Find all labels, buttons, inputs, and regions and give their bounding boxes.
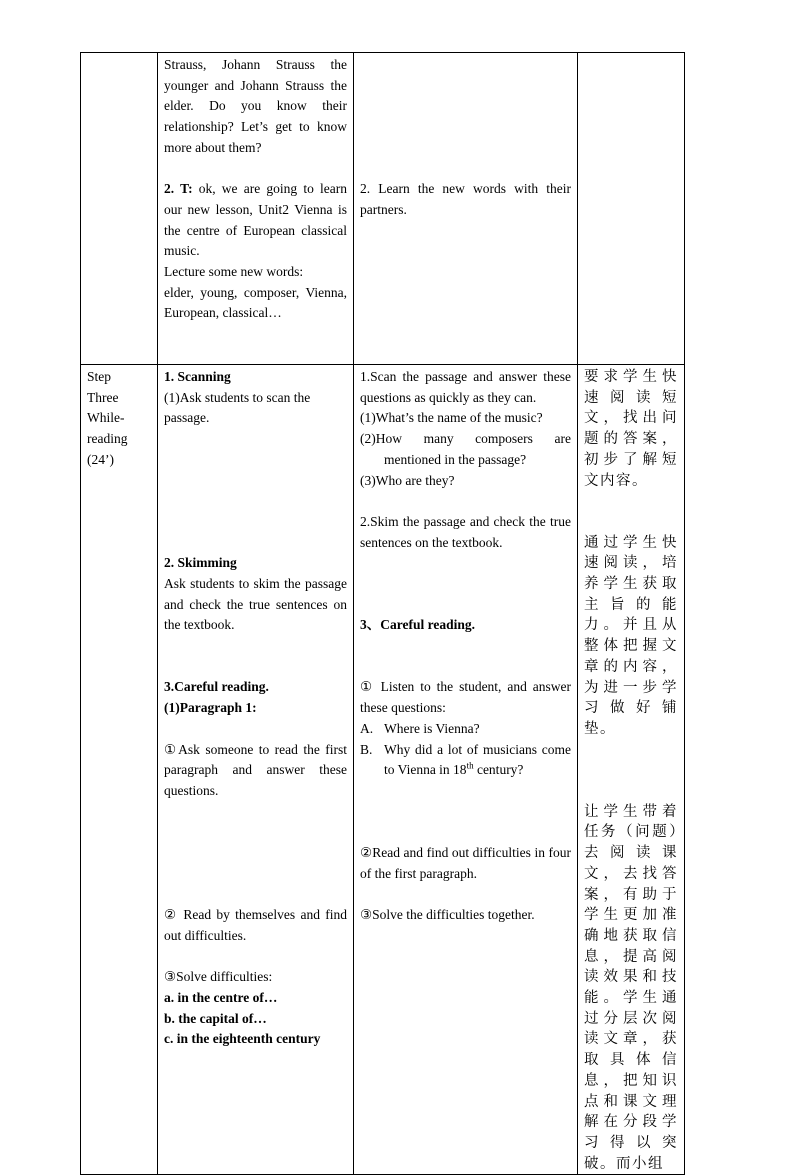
student-text: ① Listen to the student, and answer these questions: (360, 679, 571, 716)
question-item: (1)What’s the name of the music? (360, 410, 543, 426)
purpose-note: 通过学生快速阅读，培养学生获取主旨的能力。并且从整体把握文章的内容， 为进一步学习做好铺垫。 (584, 534, 678, 737)
student-activity-cell (354, 365, 578, 1175)
key-phrase: b. the capital of… (164, 1010, 267, 1026)
question-item: B. Why did a lot of musicians come to Vienna in 18th century? (360, 741, 571, 778)
section-title: (1)Paragraph 1: (164, 700, 257, 716)
student-activity-cell (354, 53, 578, 365)
step-label: reading (87, 431, 128, 447)
key-phrase: c. in the eighteenth century (164, 1031, 321, 1047)
student-text: 1.Scan the passage and answer these questions as quickly as they can. (360, 369, 571, 405)
teacher-text: ② Read by themselves and find out difficulties. (164, 907, 347, 943)
purpose-note: 让学生带着任务（问题）去阅读课文，去找答案，有助于学生更加准确地获取信息，提高阅读效果和技能。学生通过分层次阅读文章，获取具体信息，把知识点和课文理解在分段学习得以突破。而小组 (584, 803, 678, 1172)
section-title: 3.Careful reading. (164, 679, 269, 695)
teacher-activity-cell (158, 365, 354, 1175)
teacher-activity-cell (158, 53, 354, 365)
teacher-text: Strauss, Johann Strauss the younger and Johann Strauss the elder. Do you know their relationship? Let’s get to know more about them? (164, 57, 347, 155)
purpose-note: 要求学生快速阅读短文，找出问题的答案，初步了解短文内容。 (584, 369, 678, 489)
question-item: A. Where is Vienna? (360, 720, 480, 736)
teacher-text: Lecture some new words: (164, 264, 304, 280)
question-item: (2)How many composers are mentioned in the passage? (360, 431, 571, 467)
key-phrase: a. in the centre of… (164, 989, 278, 1005)
step-label: Step (87, 369, 112, 384)
teacher-text: ①Ask someone to read the first paragraph and answer these questions. (164, 741, 347, 798)
table-row (81, 53, 685, 365)
section-title: 1. Scanning (164, 369, 231, 384)
section-title: 2. Skimming (164, 555, 237, 571)
lesson-plan-table (80, 52, 685, 1175)
student-text: 2. Learn the new words with their partners. (360, 181, 571, 217)
section-title: 3、Careful reading. (360, 617, 476, 633)
step-label: Three (87, 389, 119, 405)
table-row (81, 365, 685, 1175)
teacher-text: (1)Ask students to scan the passage. (164, 389, 311, 426)
teacher-text: ③Solve difficulties: (164, 969, 273, 985)
step-cell (81, 53, 158, 365)
student-text: ③Solve the difficulties together. (360, 907, 535, 923)
question-item: (3)Who are they? (360, 472, 455, 488)
purpose-cell (578, 365, 685, 1175)
step-label: While- (87, 410, 125, 426)
step-cell (81, 365, 158, 1175)
teacher-text: Ask students to skim the passage and check the true sentences on the textbook. (164, 575, 347, 633)
student-text: ②Read and find out difficulties in four of the first paragraph. (360, 845, 571, 881)
teacher-text: 2. T: ok, we are going to learn our new lesson, Unit2 Vienna is the centre of European classical music. (164, 181, 347, 259)
teacher-text: elder, young, composer, Vienna, European, classical… (164, 284, 347, 321)
purpose-cell (578, 53, 685, 365)
student-text: 2.Skim the passage and check the true sentences on the textbook. (360, 513, 571, 550)
step-time: (24’) (87, 451, 114, 467)
